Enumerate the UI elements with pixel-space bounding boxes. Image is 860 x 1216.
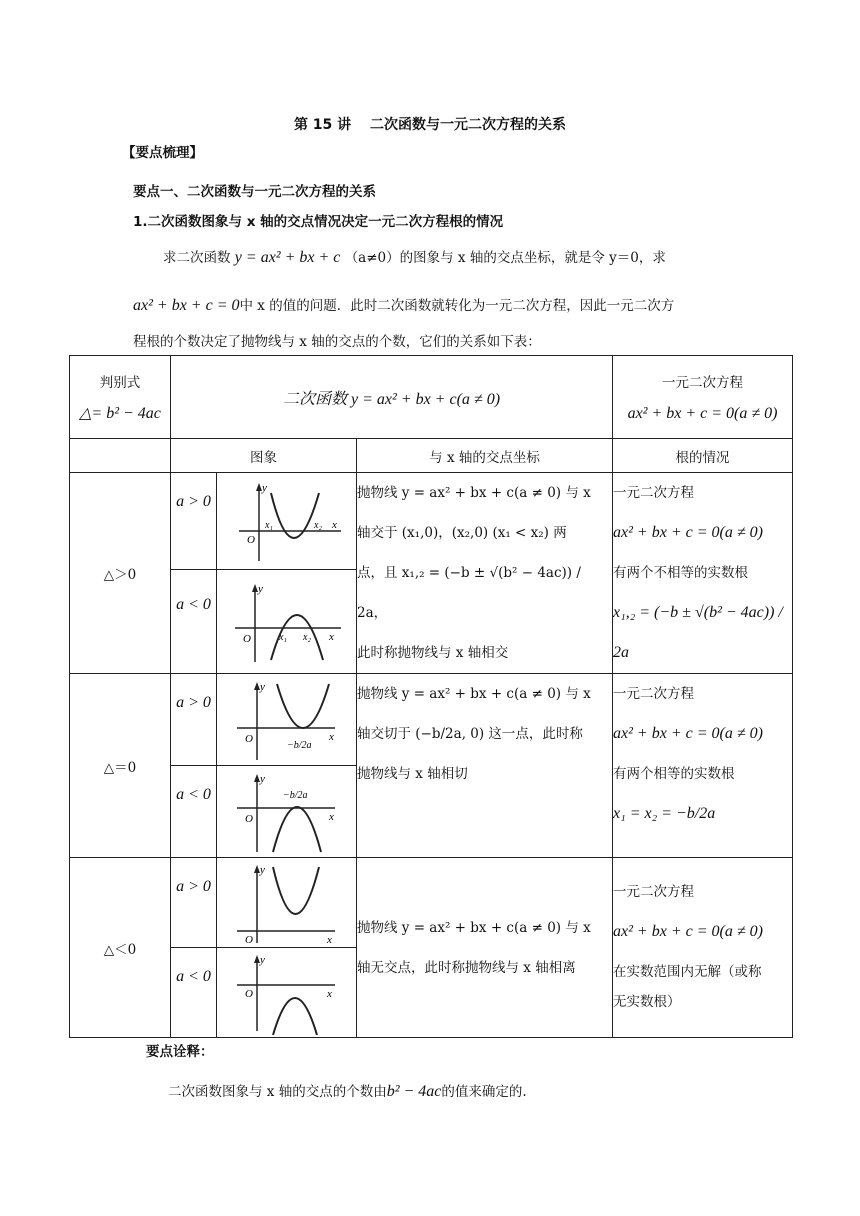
a-negative-label: a < 0 xyxy=(171,570,217,674)
intro-line-1: 求二次函数 y = ax² + bx + c （a≠0）的图象与 x 轴的交点坐标，就是令 y＝0，求 xyxy=(163,249,666,266)
graph-two-roots-down xyxy=(217,570,357,674)
y-axis-label: y xyxy=(261,482,267,495)
graph-two-roots-up xyxy=(217,473,357,570)
a-negative-label: a < 0 xyxy=(171,766,217,858)
y-axis-label: y xyxy=(259,680,265,693)
header-equation: 一元二次方程 ax² + bx + c = 0(a ≠ 0) xyxy=(613,356,793,439)
subheader-graph: 图象 xyxy=(171,439,357,473)
graph-no-roots-down xyxy=(217,948,357,1038)
y-axis-label: y xyxy=(259,863,265,876)
y-axis-label: y xyxy=(259,953,265,966)
roots-two-distinct: 一元二次方程 ax² + bx + c = 0(a ≠ 0) 有两个不相等的实数根 x₁,₂ = (−b ± √(b² − 4ac)) / 2a xyxy=(613,473,793,674)
intersection-two-points: 抛物线 y = ax² + bx + c(a ≠ 0) 与 x 轴交于 (x₁,0)，(x₂,0) (x₁ < x₂) 两 点，且 x₁,₂ = (−b ± √(b² − 4ac)) / 2a， 此时称抛物线与 x 轴相交 xyxy=(357,473,613,674)
x1-label: x₁ xyxy=(278,631,287,643)
delta-zero: △＝0 xyxy=(70,674,171,858)
origin-label: O xyxy=(244,987,253,1000)
origin-label: O xyxy=(244,812,253,825)
table-subheader-row xyxy=(70,439,793,473)
parabola-up-tangent-icon xyxy=(227,678,347,762)
x-axis-label: x xyxy=(331,519,337,532)
parabola-up-two-roots-icon xyxy=(227,479,347,563)
x1-label: x₁ xyxy=(264,520,273,532)
intro-line-2: ax² + bx + c = 0中 x 的值的问题．此时二次函数就转化为一元二次方程，因此一元二次方 xyxy=(133,297,675,314)
note-heading: 要点诠释： xyxy=(146,1044,214,1060)
parabola-up-no-roots-icon xyxy=(227,861,347,945)
x-axis-label: x xyxy=(328,810,334,823)
x2-label: x₂ xyxy=(302,631,311,643)
a-negative-label: a < 0 xyxy=(171,948,217,1038)
table-row xyxy=(70,858,793,948)
intersection-none: 抛物线 y = ax² + bx + c(a ≠ 0) 与 x 轴无交点，此时称抛物线与 x 轴相离 xyxy=(357,858,613,1038)
table-header-row xyxy=(70,356,793,439)
sub1-heading: 1.二次函数图象与 x 轴的交点情况决定一元二次方程根的情况 xyxy=(133,214,504,230)
graph-no-roots-up xyxy=(217,858,357,948)
x-axis-label: x xyxy=(328,730,334,743)
header-function: 二次函数 y = ax² + bx + c(a ≠ 0) xyxy=(171,356,613,439)
page-title: 第 15 讲 二次函数与一元二次方程的关系 xyxy=(293,117,567,133)
origin-label: O xyxy=(242,632,251,645)
a-positive-label: a > 0 xyxy=(171,674,217,766)
parabola-down-no-roots-icon xyxy=(227,951,347,1035)
intersection-tangent: 抛物线 y = ax² + bx + c(a ≠ 0) 与 x 轴交切于 (−b/2a, 0) 这一点，此时称 抛物线与 x 轴相切 xyxy=(357,674,613,858)
y-axis-label: y xyxy=(257,582,263,595)
delta-positive: △＞0 xyxy=(70,473,171,674)
vertex-label: −b/2a xyxy=(282,789,308,801)
a-positive-label: a > 0 xyxy=(171,858,217,948)
relation-table xyxy=(69,355,793,1038)
parabola-down-tangent-icon xyxy=(227,770,347,854)
header-discriminant: 判别式 △= b² − 4ac xyxy=(70,356,171,439)
table-row xyxy=(70,674,793,766)
subheader-roots: 根的情况 xyxy=(613,439,793,473)
y-axis-label: y xyxy=(259,772,265,785)
x-axis-label: x xyxy=(326,987,332,1000)
delta-negative: △＜0 xyxy=(70,858,171,1038)
x-axis-label: x xyxy=(326,933,332,945)
vertex-label: −b/2a xyxy=(286,739,312,751)
note-text: 二次函数图象与 x 轴的交点的个数由b² − 4ac的值来确定的. xyxy=(168,1083,527,1100)
origin-label: O xyxy=(244,933,253,945)
roots-two-equal: 一元二次方程 ax² + bx + c = 0(a ≠ 0) 有两个相等的实数根 x₁ = x₂ = −b/2a xyxy=(613,674,793,858)
x-axis-label: x xyxy=(328,630,334,643)
origin-label: O xyxy=(244,732,253,745)
parabola-down-two-roots-icon xyxy=(227,580,347,664)
a-positive-label: a > 0 xyxy=(171,473,217,570)
roots-none: 一元二次方程 ax² + bx + c = 0(a ≠ 0) 在实数范围内无解（或称 无实数根） xyxy=(613,858,793,1038)
intro-line-3: 程根的个数决定了抛物线与 x 轴的交点的个数，它们的关系如下表： xyxy=(133,334,541,350)
section-heading: 【要点梳理】 xyxy=(122,145,203,161)
point1-heading: 要点一、二次函数与一元二次方程的关系 xyxy=(133,184,376,200)
graph-tangent-up xyxy=(217,674,357,766)
x2-label: x₂ xyxy=(313,520,322,532)
empty-cell xyxy=(70,439,171,473)
graph-tangent-down xyxy=(217,766,357,858)
origin-label: O xyxy=(246,534,255,547)
table-row xyxy=(70,473,793,570)
subheader-intersection: 与 x 轴的交点坐标 xyxy=(357,439,613,473)
